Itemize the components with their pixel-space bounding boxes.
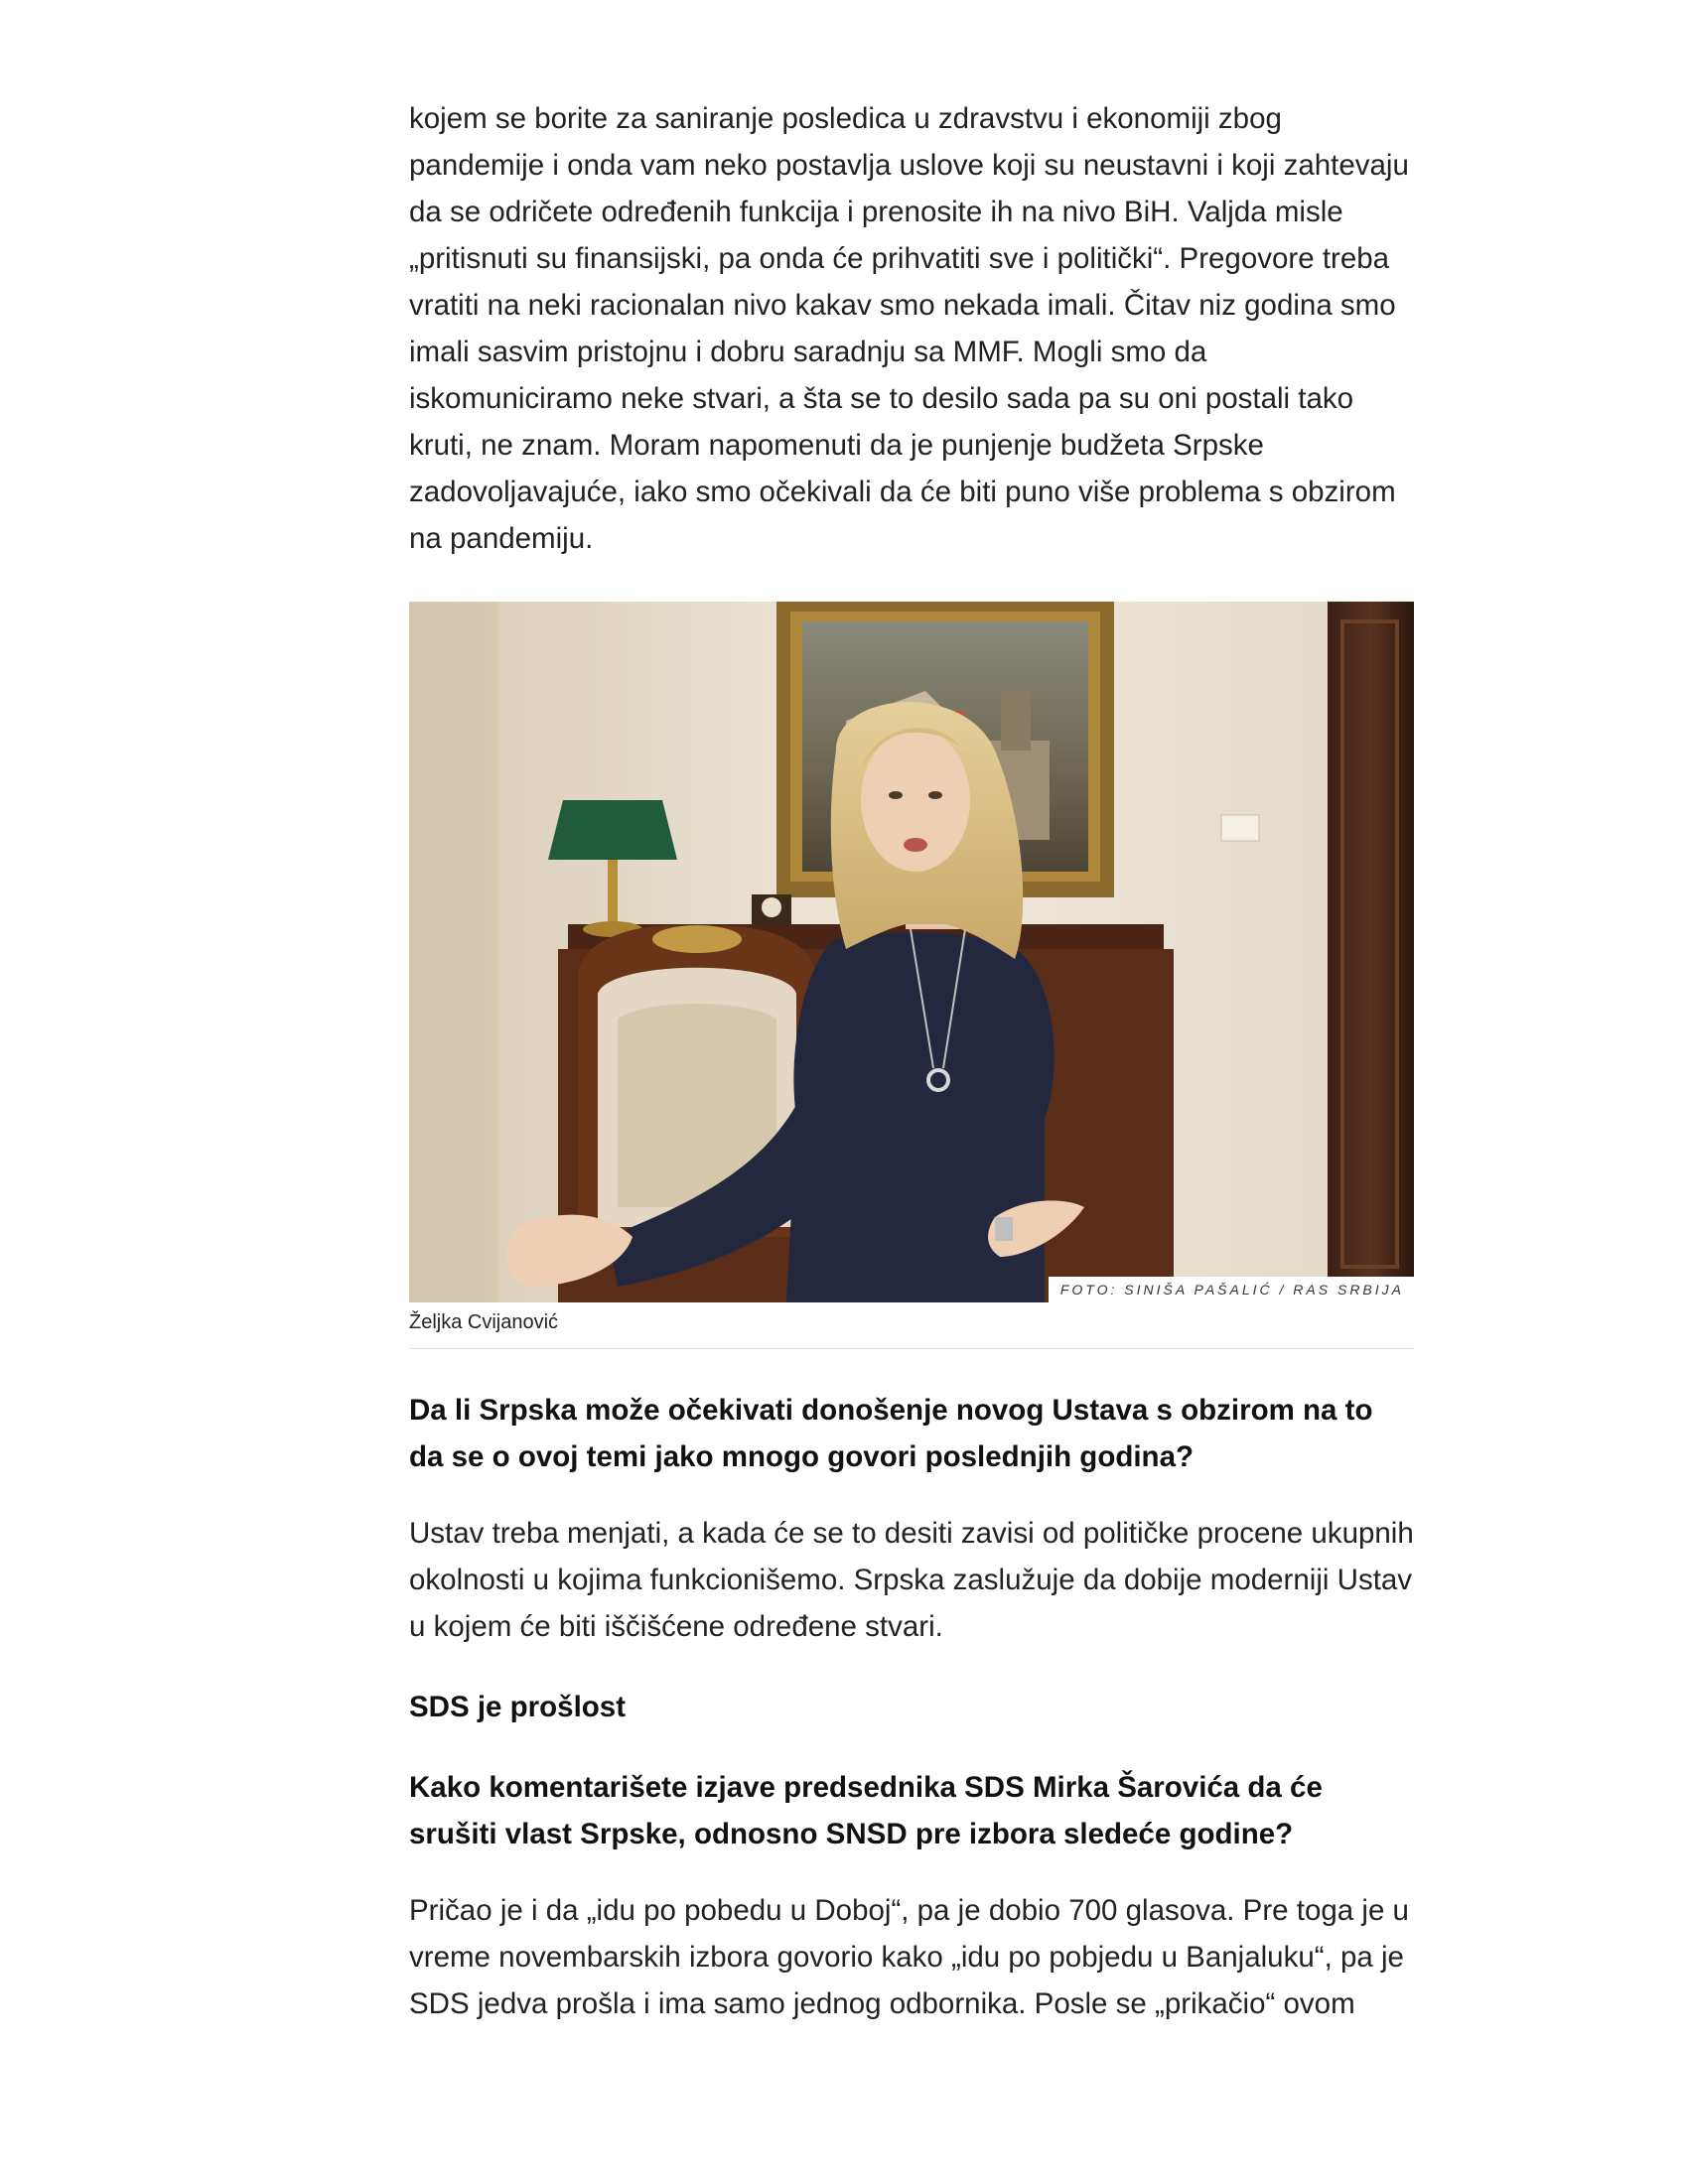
photo-figure	[409, 602, 1414, 1349]
photo-credit: FOTO: SINIŠA PAŠALIĆ / RAS SRBIJA	[1049, 1277, 1414, 1302]
photo-illustration	[409, 602, 1414, 1302]
article-body	[409, 95, 1414, 2027]
photo-caption: Željka Cvijanović	[409, 1310, 1414, 1349]
article-photo[interactable]	[409, 602, 1414, 1302]
article-paragraph: kojem se borite za saniranje posledica u zdravstvu i ekonomiji zbog pandemije i onda vam neko postavlja uslove koji su neustavni i koji zahtevaju da se odričete određenih funkcija i prenosite ih na nivo BiH. Valjda misle „pritisnuti su finansijski, pa onda će prihvatiti sve i politički“. Pregovore treba vratiti na neki racionalan nivo kakav smo nekada imali. Čitav niz godina smo imali sasvim pristojnu i dobru saradnju sa MMF. Mogli smo da iskomuniciramo neke stvari, a šta se to desilo sada pa su oni postali tako kruti, ne znam. Moram napomenuti da je punjenje budžeta Srpske zadovoljavajuće, iako smo očekivali da će biti puno više problema s obzirom na pandemiju.	[409, 102, 1409, 555]
interview-question: Da li Srpska može očekivati donošenje novog Ustava s obzirom na to da se o ovoj temi jako mnogo govori poslednjih godina?	[409, 1394, 1373, 1473]
interview-question: Kako komentarišete izjave predsednika SDS Mirka Šarovića da će srušiti vlast Srpske, odnosno SNSD pre izbora sledeće godine?	[409, 1771, 1323, 1850]
interview-answer: Pričao je i da „idu po pobedu u Doboj“, pa je dobio 700 glasova. Pre toga je u vreme novembarskih izbora govorio kako „idu po pobjedu u Banjaluku“, pa je SDS jedva prošla i ima samo jednog odbornika. Posle se „prikačio“ ovom	[409, 1894, 1409, 2020]
section-subheading: SDS je prošlost	[409, 1691, 627, 1723]
interview-answer: Ustav treba menjati, a kada će se to desiti zavisi od političke procene ukupnih okolnosti u kojima funkcionišemo. Srpska zaslužuje da dobije moderniji Ustav u kojem će biti iščišćene određene stvari.	[409, 1517, 1414, 1643]
